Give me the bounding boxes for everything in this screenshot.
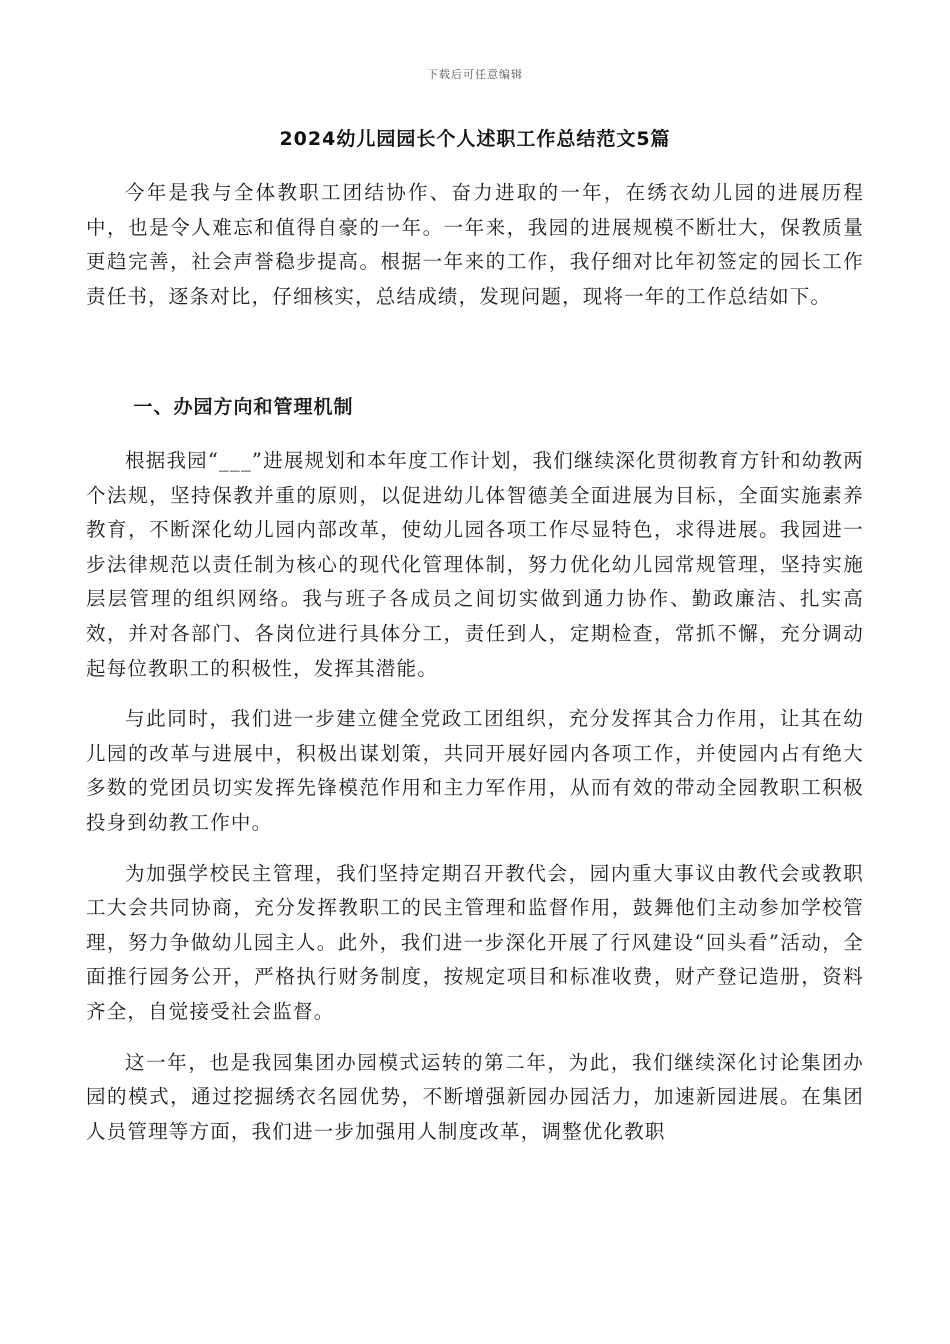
document-title: 2024幼儿园园长个人述职工作总结范文5篇 — [279, 128, 671, 150]
paragraph-4: 这一年，也是我园集团办园模式运转的第二年，为此，我们继续深化讨论集团办园的模式，通过挖掘绣衣名园优势，不断增强新园办园活力，加速新园进展。在集团人员管理等方面，我们进一步加强用人制度改革，调整优化教职 — [86, 1050, 864, 1143]
paragraph-1: 根据我园“___”进展规划和本年度工作计划，我们继续深化贯彻教育方针和幼教两个法规，坚持保教并重的原则，以促进幼儿体智德美全面进展为目标，全面实施素养教育，不断深化幼儿园内部改革，使幼儿园各项工作尽显特色，求得进展。我园进一步法律规范以责任制为核心的现代化管理体制，努力优化幼儿园常规管理，坚持实施层层管理的组织网络。我与班子各成员之间切实做到通力协作、勤政廉洁、扎实高效，并对各部门、各岗位进行具体分工，责任到人，定期检查，常抓不懈，充分调动起每位教职工的积极性，发挥其潜能。 — [86, 449, 864, 680]
paragraph-3: 为加强学校民主管理，我们坚持定期召开教代会，园内重大事议由教代会或教职工大会共同协商，充分发挥教职工的民主管理和监督作用，鼓舞他们主动参加学校管理，努力争做幼儿园主人。此外，我们进一步深化开展了行风建设“回头看”活动，全面推行园务公开，严格执行财务制度，按规定项目和标准收费，财产登记造册，资料齐全，自觉接受社会监督。 — [86, 861, 864, 1023]
paragraph-2: 与此同时，我们进一步建立健全党政工团组织，充分发挥其合力作用，让其在幼儿园的改革与进展中，积极出谋划策，共同开展好园内各项工作，并使园内占有绝大多数的党团员切实发挥先锋模范作用和主力军作用，从而有效的带动全园教职工积极投身到幼教工作中。 — [86, 707, 864, 834]
section-1-body — [86, 444, 864, 1165]
header-note: 下载后可任意编辑 — [427, 68, 523, 81]
intro-paragraph: 今年是我与全体教职工团结协作、奋力进取的一年，在绣衣幼儿园的进展历程中，也是令人难忘和值得自豪的一年。一年来，我园的进展规模不断壮大，保教质量更趋完善，社会声誉稳步提高。根据一年来的工作，我仔细对比年初签定的园长工作责任书，逐条对比，仔细核实，总结成绩，发现问题，现将一年的工作总结如下。 — [86, 181, 864, 308]
section-1 — [86, 392, 864, 438]
intro-block — [86, 176, 864, 330]
section-heading: 一、办园方向和管理机制 — [133, 396, 354, 418]
